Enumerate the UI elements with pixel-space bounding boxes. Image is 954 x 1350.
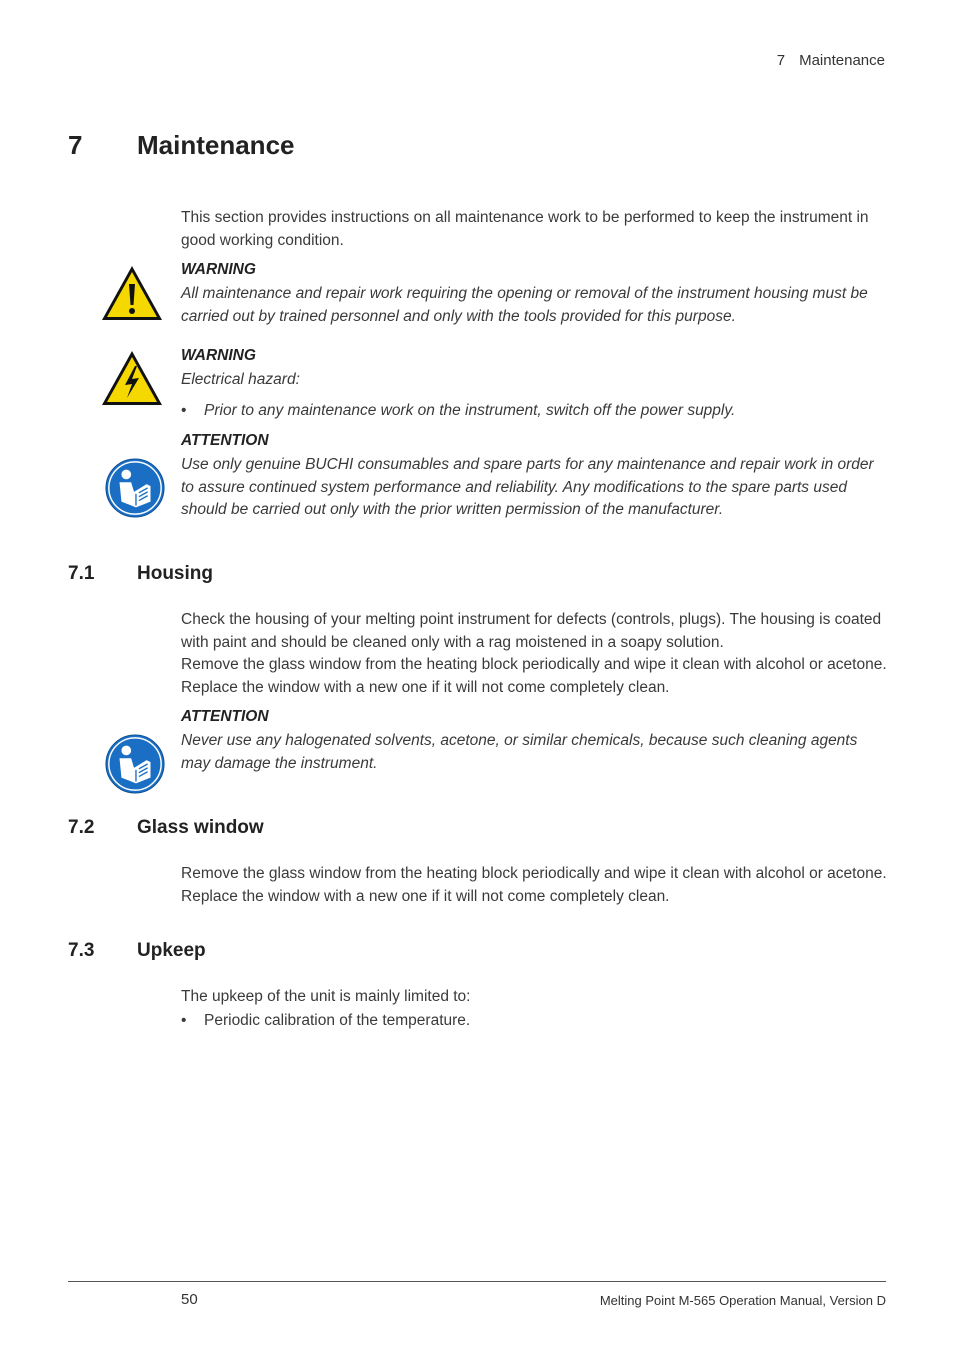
list-item-text: Periodic calibration of the temperature. <box>204 1012 471 1029</box>
running-header-chapter-title: Maintenance <box>799 52 885 69</box>
attention-label: ATTENTION <box>181 432 269 449</box>
section-number: 7.1 <box>68 563 95 584</box>
warning-triangle-icon <box>100 262 164 326</box>
warning-text: Electrical hazard: <box>181 371 300 388</box>
attention-text: Never use any halogenated solvents, acetone, or similar chemicals, because such cleaning agents may damage the instrument. <box>181 732 858 772</box>
footer-document-title: Melting Point M-565 Operation Manual, Version D <box>599 1293 886 1308</box>
bullet: • <box>181 1012 187 1029</box>
electrical-hazard-icon <box>100 347 164 411</box>
housing-paragraph: Check the housing of your melting point instrument for defects (controls, plugs). The housing is coated with paint and should be cleaned only with a rag moistened in a soapy solution. <box>181 611 882 651</box>
page-number: 50 <box>181 1291 198 1308</box>
housing-paragraph: Remove the glass window from the heating block periodically and wipe it clean with alcohol or acetone. Replace the window with a new one if it will not come completely clean. <box>181 656 887 696</box>
running-header <box>777 52 885 69</box>
section-number: 7.2 <box>68 817 95 838</box>
upkeep-paragraph: The upkeep of the unit is mainly limited to: <box>181 988 471 1005</box>
running-header-chapter-number: 7 <box>776 52 786 69</box>
intro-paragraph: This section provides instructions on all maintenance work to be performed to keep the instrument in good working condition. <box>181 209 869 249</box>
glass-window-paragraph: Remove the glass window from the heating block periodically and wipe it clean with alcohol or acetone. Replace the window with a new one if it will not come completely clean. <box>181 865 887 905</box>
footer-divider <box>68 1281 886 1282</box>
bullet: • <box>181 402 187 419</box>
warning-label: WARNING <box>181 347 256 364</box>
section-title: Glass window <box>137 817 264 838</box>
read-manual-icon <box>104 457 166 519</box>
section-number: 7.3 <box>68 940 95 961</box>
attention-label: ATTENTION <box>181 708 269 725</box>
attention-text: Use only genuine BUCHI consumables and spare parts for any maintenance and repair work in order to assure continued system performance and reliability. Any modifications to the spare parts used should be carried out only with the prior written permission of the manufacturer. <box>181 456 874 518</box>
warning-text: All maintenance and repair work requiring the opening or removal of the instrument housing must be carried out by trained personnel and only with the tools provided for this purpose. <box>181 285 868 325</box>
read-manual-icon <box>104 733 166 795</box>
chapter-number: 7 <box>68 130 83 160</box>
warning-label: WARNING <box>181 261 256 278</box>
section-title: Housing <box>137 563 213 584</box>
chapter-title: Maintenance <box>137 130 295 160</box>
section-title: Upkeep <box>137 940 206 961</box>
list-item-text: Prior to any maintenance work on the instrument, switch off the power supply. <box>204 402 736 419</box>
